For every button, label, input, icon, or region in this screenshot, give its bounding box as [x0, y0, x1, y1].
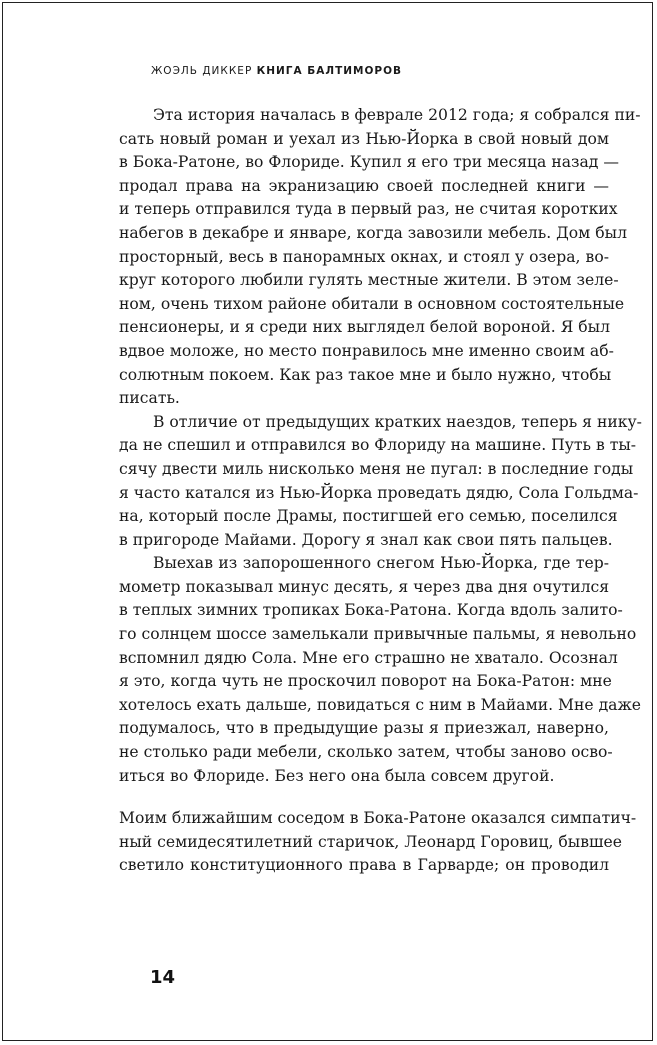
text-block-section — [119, 807, 637, 878]
text-line: В отличие от предыдущих кратких наездов, теперь я нику- — [153, 412, 642, 431]
page-number: 14 — [150, 967, 176, 988]
header-title: КНИГА БАЛТИМОРОВ — [256, 65, 403, 77]
text-line: я часто катался из Нью-Йорка проведать дядю, Сола Гольдма- — [119, 483, 639, 502]
text-line: светило конституционного права в Гарварде; он проводил — [119, 856, 609, 875]
paragraph-3 — [119, 552, 642, 788]
text-line: продал права на экранизацию своей последней книги — — [119, 176, 609, 195]
text-line: в пригороде Майами. Дорогу я знал как свои пять пальцев. — [119, 530, 613, 549]
text-line: Эта история началась в феврале 2012 года; я собрался пи- — [153, 106, 641, 124]
paragraph-4 — [119, 807, 637, 878]
text-line: писать. — [119, 389, 180, 408]
text-line: иться во Флориде. Без него она была совсем другой. — [119, 766, 555, 785]
text-line: сать новый роман и уехал из Нью-Йорка в свой новый дом — [119, 129, 609, 148]
text-line: вспомнил дядю Сола. Мне его страшно не хватало. Осознал — [119, 648, 618, 667]
text-line: не столько ради мебели, сколько затем, чтобы заново осво- — [119, 743, 613, 762]
text-line: просторный, весь в панорамных окнах, и стоял у озера, во- — [119, 247, 609, 266]
text-line: хотелось ехать дальше, повидаться с ним в Майами. Мне даже — [119, 695, 642, 714]
book-page — [2, 2, 653, 1041]
text-line: ный семидесятилетний старичок, Леонард Горовиц, бывшее — [119, 832, 622, 851]
text-line: ном, очень тихом районе обитали в основном состоятельные — [119, 294, 625, 313]
text-line: мометр показывал минус десять, я через два дня очутился — [119, 577, 610, 596]
text-line: да не спешил и отправился во Флориду на машине. Путь в ты- — [119, 436, 637, 455]
running-header — [151, 65, 402, 77]
text-line: Моим ближайшим соседом в Бока-Ратоне оказался симпатич- — [119, 809, 637, 827]
text-line: в теплых зимних тропиках Бока-Ратона. Когда вдоль залито- — [119, 601, 623, 620]
text-line: подумалось, что в предыдущие разы я приезжал, наверно, — [119, 719, 609, 738]
text-line: в Бока-Ратоне, во Флориде. Купил я его три месяца назад — — [119, 153, 619, 172]
paragraph-1 — [119, 104, 641, 411]
text-line: солютным покоем. Как раз такое мне и было нужно, чтобы — [119, 365, 612, 384]
paragraph-2 — [119, 411, 642, 553]
text-line: на, который после Драмы, постигшей его семью, поселился — [119, 507, 618, 526]
text-line: я это, когда чуть не проскочил поворот на Бока-Ратон: мне — [119, 672, 612, 691]
text-line: и теперь отправился туда в первый раз, не считая коротких — [119, 200, 618, 219]
text-line: Выехав из запорошенного снегом Нью-Йорка, где тер- — [153, 554, 609, 573]
text-line: круг которого любили гулять местные жители. В этом зеле- — [119, 271, 619, 290]
text-line: вдвое моложе, но место понравилось мне именно своим аб- — [119, 341, 614, 360]
text-line: набегов в декабре и январе, когда завозили мебель. Дом был — [119, 223, 627, 242]
text-block-main — [119, 104, 642, 788]
text-line: пенсионеры, и я среди них выглядел белой вороной. Я был — [119, 318, 610, 337]
text-line: го солнцем шоссе замелькали привычные пальмы, я невольно — [119, 625, 637, 644]
header-author: ЖОЭЛЬ ДИККЕР — [151, 65, 253, 77]
text-line: сячу двести миль нисколько меня не пугал: в последние годы — [119, 459, 634, 478]
